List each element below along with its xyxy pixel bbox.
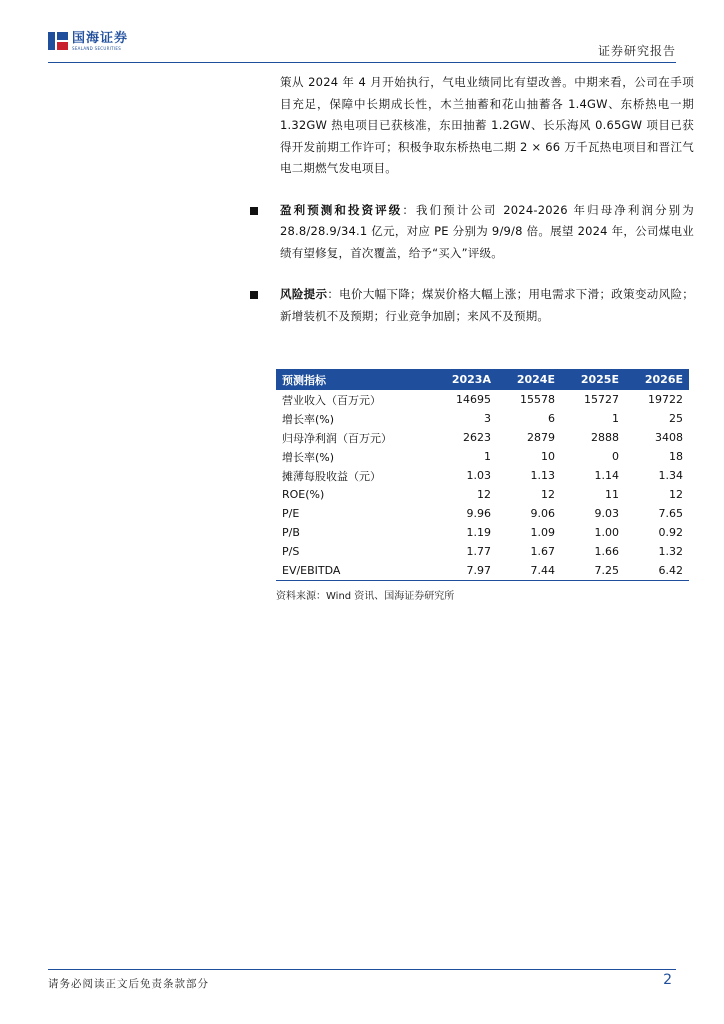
- table-row: [276, 561, 689, 581]
- value-cell: 1: [483, 450, 491, 463]
- row-label-cell: 摊薄每股收益（元）: [282, 469, 381, 483]
- forecast-text: ：我们预计公司 2024-2026 年归母净利润分别为 28.8/28.9/34.1 亿元，对应 PE 分别为 9/9/8 倍。展望 2024 年，公司煤电业绩有望修复，首次覆盖，给予“买入”评级。: [280, 202, 694, 260]
- company-logo: [48, 32, 128, 51]
- table-row: [276, 409, 689, 428]
- row-label-cell: P/S: [282, 545, 300, 558]
- page-number: 2: [663, 972, 672, 988]
- table-row: [276, 447, 689, 466]
- forecast-table-block: [276, 369, 689, 602]
- page-header: [0, 0, 724, 64]
- value-cell: 7.97: [432, 561, 497, 581]
- table-row: [276, 542, 689, 561]
- value-cell: 25: [669, 412, 683, 425]
- value-cell: 12: [476, 488, 491, 501]
- table-row: [276, 485, 689, 504]
- value-cell: 1.14: [594, 469, 619, 482]
- value-cell: 1.66: [594, 545, 619, 558]
- value-cell: 9.06: [530, 507, 555, 520]
- table-header-cell: 2026E: [644, 373, 683, 386]
- forecast-table: [276, 369, 689, 581]
- row-label-cell: P/B: [282, 526, 300, 539]
- value-cell: 1.13: [530, 469, 555, 482]
- value-cell: 1.19: [466, 526, 491, 539]
- footer-divider: [48, 969, 676, 970]
- table-row: [276, 466, 689, 485]
- value-cell: 9.96: [466, 507, 491, 520]
- value-cell: 15578: [519, 393, 555, 406]
- value-cell: 7.65: [658, 507, 683, 520]
- value-cell: 2879: [526, 431, 555, 444]
- table-source-note: 资料来源：Wind 资讯、国海证券研究所: [276, 591, 455, 602]
- outlook-paragraph: 策从 2024 年 4 月开始执行，气电业绩同比有望改善。中期来看，公司在手项目充足，保障中长期成长性，木兰抽蓄和花山抽蓄各 1.4GW、东桥热电一期 1.32GW 热电项目已获核准，东田抽蓄 1.2GW、长乐海风 0.65GW 项目已获得开发前期工作许可；积极争取东桥热电二期 2 × 66 万千瓦热电项目和晋江气电二期燃气发电项目。: [280, 75, 694, 175]
- logo-name-cn: 国海证券: [72, 31, 129, 46]
- value-cell: 18: [669, 450, 683, 463]
- header-divider: [48, 62, 676, 63]
- value-cell: 7.44: [497, 561, 561, 581]
- value-cell: 7.25: [561, 561, 625, 581]
- value-cell: 1.32: [658, 545, 683, 558]
- value-cell: 0: [611, 450, 619, 463]
- row-label-cell: 营业收入（百万元）: [282, 393, 381, 407]
- table-row: [276, 523, 689, 542]
- value-cell: 1.77: [466, 545, 491, 558]
- value-cell: 1.03: [466, 469, 491, 482]
- table-row: [276, 390, 689, 409]
- forecast-heading: 盈利预测和投资评级: [280, 202, 403, 217]
- risk-heading: 风险提示: [280, 287, 328, 301]
- row-label-cell: EV/EBITDA: [276, 561, 432, 581]
- report-type-label: 证券研究报告: [597, 44, 676, 58]
- value-cell: 19722: [648, 393, 683, 406]
- logo-mark-icon: [48, 32, 68, 50]
- value-cell: 6: [547, 412, 555, 425]
- value-cell: 2623: [462, 431, 491, 444]
- value-cell: 1.00: [594, 526, 619, 539]
- table-header-cell: 2025E: [580, 373, 619, 386]
- value-cell: 1.34: [658, 469, 683, 482]
- row-label-cell: 归母净利润（百万元）: [282, 431, 392, 445]
- table-header-cell: 2024E: [516, 373, 555, 386]
- value-cell: 1: [611, 412, 619, 425]
- row-label-cell: P/E: [282, 507, 300, 520]
- square-bullet-icon: [250, 207, 258, 215]
- value-cell: 1.67: [530, 545, 555, 558]
- value-cell: 12: [540, 488, 555, 501]
- value-cell: 6.42: [625, 561, 689, 581]
- value-cell: 0.92: [658, 526, 683, 539]
- value-cell: 1.09: [530, 526, 555, 539]
- risk-section: [250, 284, 694, 327]
- value-cell: 3: [483, 412, 491, 425]
- table-row: [276, 504, 689, 523]
- row-label-cell: ROE(%): [282, 488, 325, 501]
- forecast-section: [250, 200, 694, 265]
- row-label-cell: 增长率(%): [282, 450, 335, 464]
- value-cell: 14695: [455, 393, 491, 406]
- value-cell: 12: [669, 488, 683, 501]
- table-row: [276, 428, 689, 447]
- footer-disclaimer: 请务必阅读正文后免责条款部分: [48, 978, 209, 990]
- value-cell: 10: [540, 450, 555, 463]
- table-header-cell: 2023A: [451, 373, 491, 386]
- value-cell: 15727: [583, 393, 619, 406]
- table-header-row: [276, 369, 689, 390]
- report-body: [280, 72, 694, 327]
- value-cell: 3408: [655, 431, 683, 444]
- table-header-cell: 预测指标: [282, 373, 326, 387]
- logo-name-en: SEALAND SECURITIES: [72, 46, 122, 51]
- value-cell: 11: [604, 488, 619, 501]
- value-cell: 9.03: [594, 507, 619, 520]
- square-bullet-icon: [250, 291, 258, 299]
- value-cell: 2888: [590, 431, 619, 444]
- row-label-cell: 增长率(%): [282, 412, 335, 426]
- risk-text: ：电价大幅下降；煤炭价格大幅上涨；用电需求下滑；政策变动风险；新增装机不及预期；行业竞争加剧；来风不及预期。: [280, 287, 694, 323]
